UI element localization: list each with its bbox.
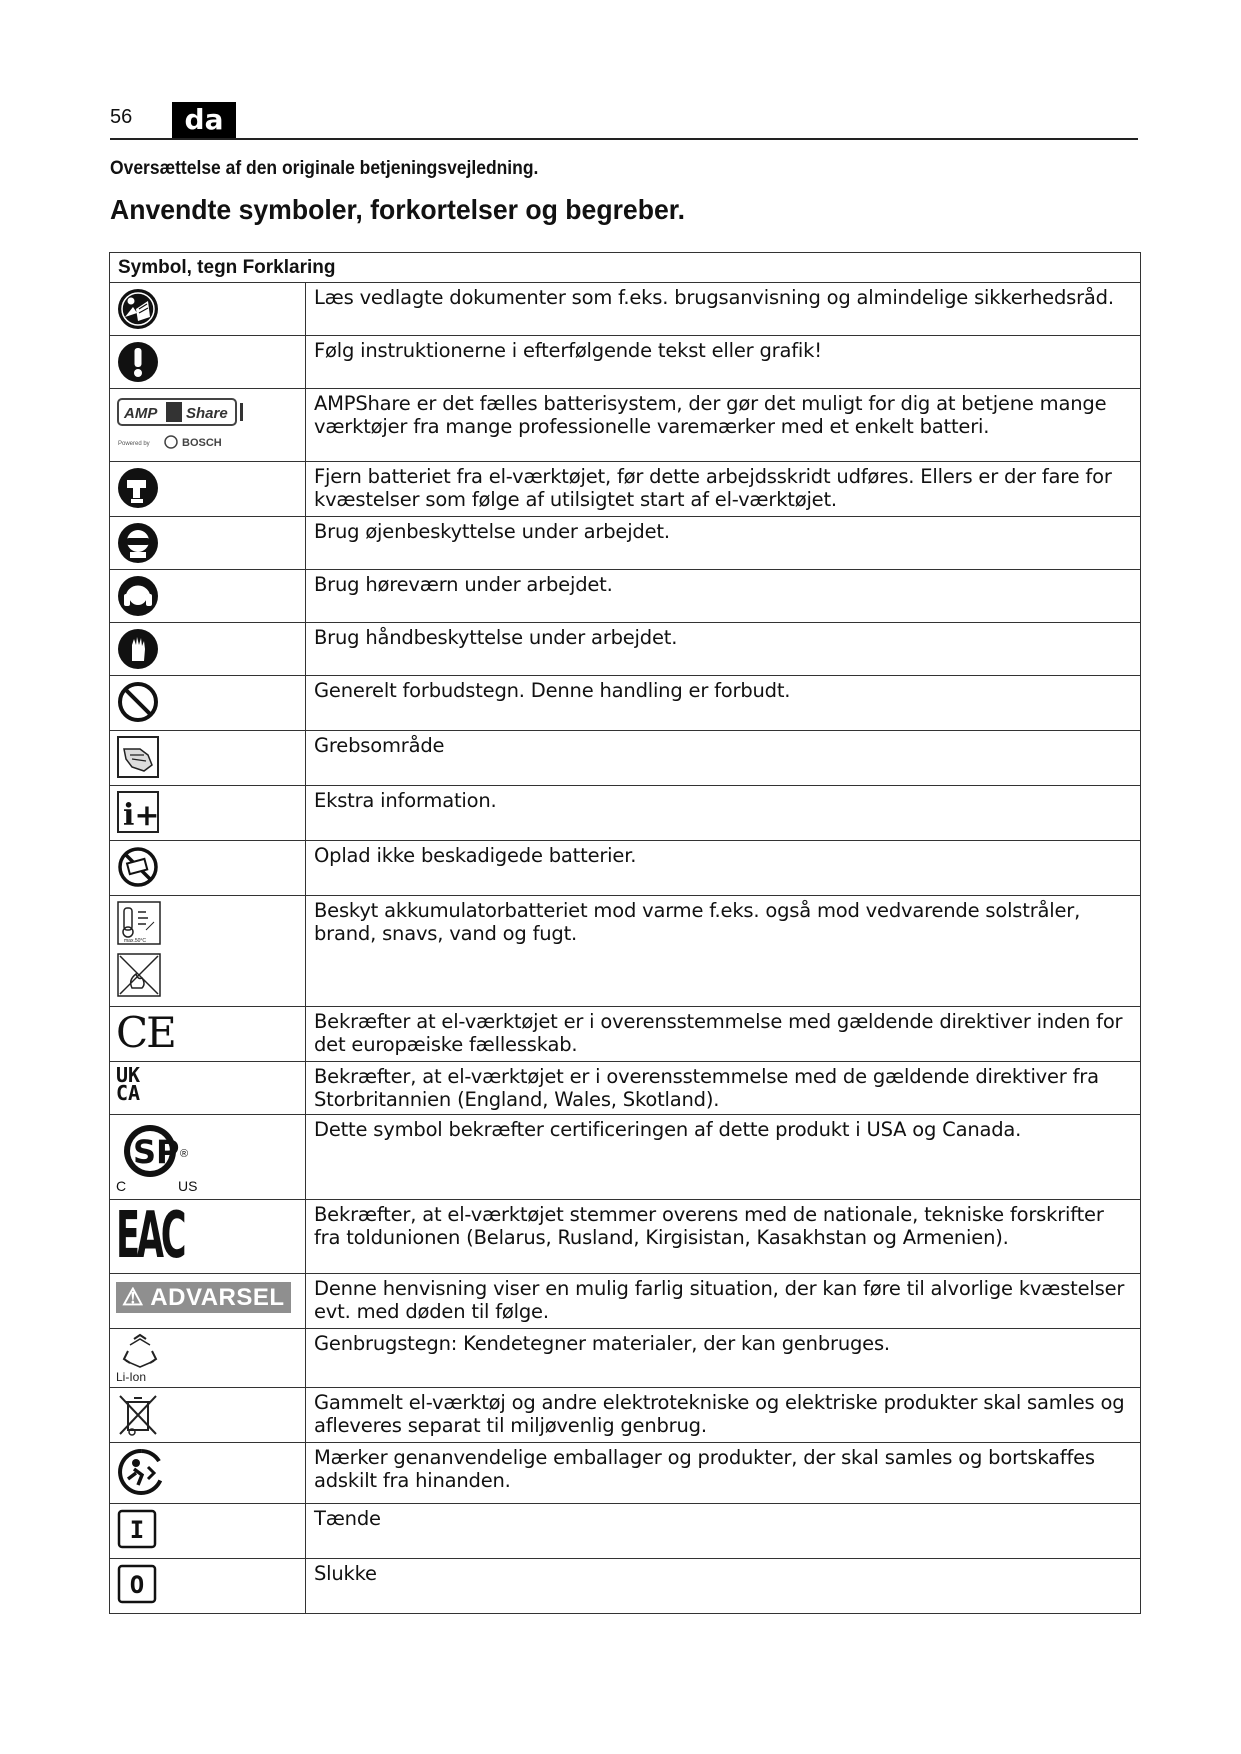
row-description: Brug øjenbeskyttelse under arbejdet. [306,517,1141,570]
weee-bin-icon [116,1392,160,1438]
row-description: Læs vedlagte dokumenter som f.eks. brugsanvisning og almindelige sikkerhedsråd. [306,283,1141,336]
table-row [110,1062,1141,1115]
table-row [110,1115,1141,1200]
row-description: Genbrugstegn: Kendetegner materialer, der kan genbruges. [306,1329,1141,1388]
table-row [110,786,1141,841]
table-row [110,336,1141,389]
table-row [110,517,1141,570]
ukca-ca-text: CA [116,1081,141,1105]
table-row [110,1007,1141,1062]
table-row [110,462,1141,517]
language-tag: da [172,102,236,138]
grip-area-icon [116,735,160,779]
ampshare-bosch-text: BOSCH [182,437,222,449]
csa-us-text: US [178,1178,198,1194]
ce-mark: CE [116,1008,175,1057]
table-row [110,731,1141,786]
table-row [110,283,1141,336]
table-row [110,623,1141,676]
csa-mark [116,1119,206,1195]
max-temp-text: max.50°C [124,938,147,944]
row-description: Denne henvisning viser en mulig farlig situation, der kan føre til alvorlige kvæstelser evt. med døden til følge. [306,1274,1141,1329]
row-description: Fjern batteriet fra el-værktøjet, før dette arbejdsskridt udføres. Ellers er der fare for kvæstelser som følge af utilsigtet start af el-værktøjet. [306,462,1141,517]
table-header-row [110,253,1141,283]
row-description: Oplad ikke beskadigede batterier. [306,841,1141,896]
table-row [110,1443,1141,1504]
remove-battery-icon [116,466,160,510]
table-row [110,1388,1141,1443]
row-description: Generelt forbudstegn. Denne handling er forbudt. [306,676,1141,731]
eac-mark: EAC [116,1199,184,1273]
battery-heat-icon [116,900,162,946]
row-description: Mærker genanvendelige emballager og produkter, der skal samles og bortskaffes adskilt fra hinanden. [306,1443,1141,1504]
table-row [110,896,1141,1007]
info-glyph: i+ [123,798,160,833]
page-header [110,102,1138,140]
row-description: AMPShare er det fælles batterisystem, der gør det muligt for dig at betjene mange værktøjer fra mange professionelle varemærker med et enkelt batteri. [306,389,1141,462]
page-number: 56 [110,106,133,128]
table-header: Symbol, tegn Forklaring [110,253,1141,283]
table-row [110,1200,1141,1274]
warning-label [116,1282,291,1313]
eye-protection-icon [116,521,160,565]
ukca-uk-text: UK [116,1063,141,1087]
table-row [110,676,1141,731]
prohibition-icon [116,680,160,724]
row-description: Følg instruktionerne i efterfølgende tekst eller grafik! [306,336,1141,389]
recycling-icon [116,1333,164,1383]
csa-c-text: C [116,1178,127,1194]
row-description: Grebsområde [306,731,1141,786]
info-icon [116,790,160,834]
no-fire-water-icon [116,952,162,998]
row-description: Dette symbol bekræfter certificeringen af dette produkt i USA og Canada. [306,1115,1141,1200]
row-description: Bekræfter, at el-værktøjet er i overensstemmelse med de gældende direktiver fra Storbritannien (England, Wales, Skotland). [306,1062,1141,1115]
table-row [110,1559,1141,1614]
ampshare-powered-text: Powered by [118,441,150,447]
row-description: Brug høreværn under arbejdet. [306,570,1141,623]
no-damaged-battery-icon [116,845,160,889]
ukca-mark [116,1063,299,1105]
power-on-icon [116,1508,158,1550]
table-row [110,389,1141,462]
row-description: Tænde [306,1504,1141,1559]
symbols-table [109,252,1141,1614]
row-description: Bekræfter at el-værktøjet er i overensstemmelse med gældende direktiver inden for det europæiske fællesskab. [306,1007,1141,1062]
ampshare-share-text: Share [186,405,228,422]
table-row [110,570,1141,623]
ampshare-logo [116,393,256,453]
on-glyph: I [129,1516,145,1544]
row-description: Bekræfter, at el-værktøjet stemmer overens med de nationale, tekniske forskrifter fra toldunionen (Belarus, Rusland, Kirgisistan, Kasakhstan og Armenien). [306,1200,1141,1274]
row-description: Gammelt el-værktøj og andre elektrotekniske og elektriske produkter skal samles og afleveres separat til miljøvenlig genbrug. [306,1388,1141,1443]
off-glyph: O [129,1571,145,1599]
csa-logo-text: SP [133,1133,180,1171]
row-description: Beskyt akkumulatorbatteriet mod varme f.eks. også mod vedvarende solstråler, brand, snavs, vand og fugt. [306,896,1141,1007]
table-row [110,1274,1141,1329]
read-manual-icon [116,287,160,331]
document-subtitle: Oversættelse af den originale betjeningsvejledning. [110,158,539,179]
triman-icon [116,1447,166,1497]
page-title: Anvendte symboler, forkortelser og begreber. [110,194,686,225]
warning-triangle-icon: ⚠ [122,1284,145,1311]
warning-label-text: ADVARSEL [150,1284,285,1311]
hearing-protection-icon [116,574,160,618]
row-description: Brug håndbeskyttelse under arbejdet. [306,623,1141,676]
exclamation-icon [116,340,160,384]
csa-registered: ® [180,1148,189,1160]
row-description: Slukke [306,1559,1141,1614]
liion-text: Li-Ion [116,1370,147,1383]
table-row [110,1329,1141,1388]
ampshare-amp-text: AMP [124,405,158,422]
row-description: Ekstra information. [306,786,1141,841]
table-row [110,1504,1141,1559]
hand-protection-icon [116,627,160,671]
power-off-icon [116,1563,158,1605]
table-row [110,841,1141,896]
